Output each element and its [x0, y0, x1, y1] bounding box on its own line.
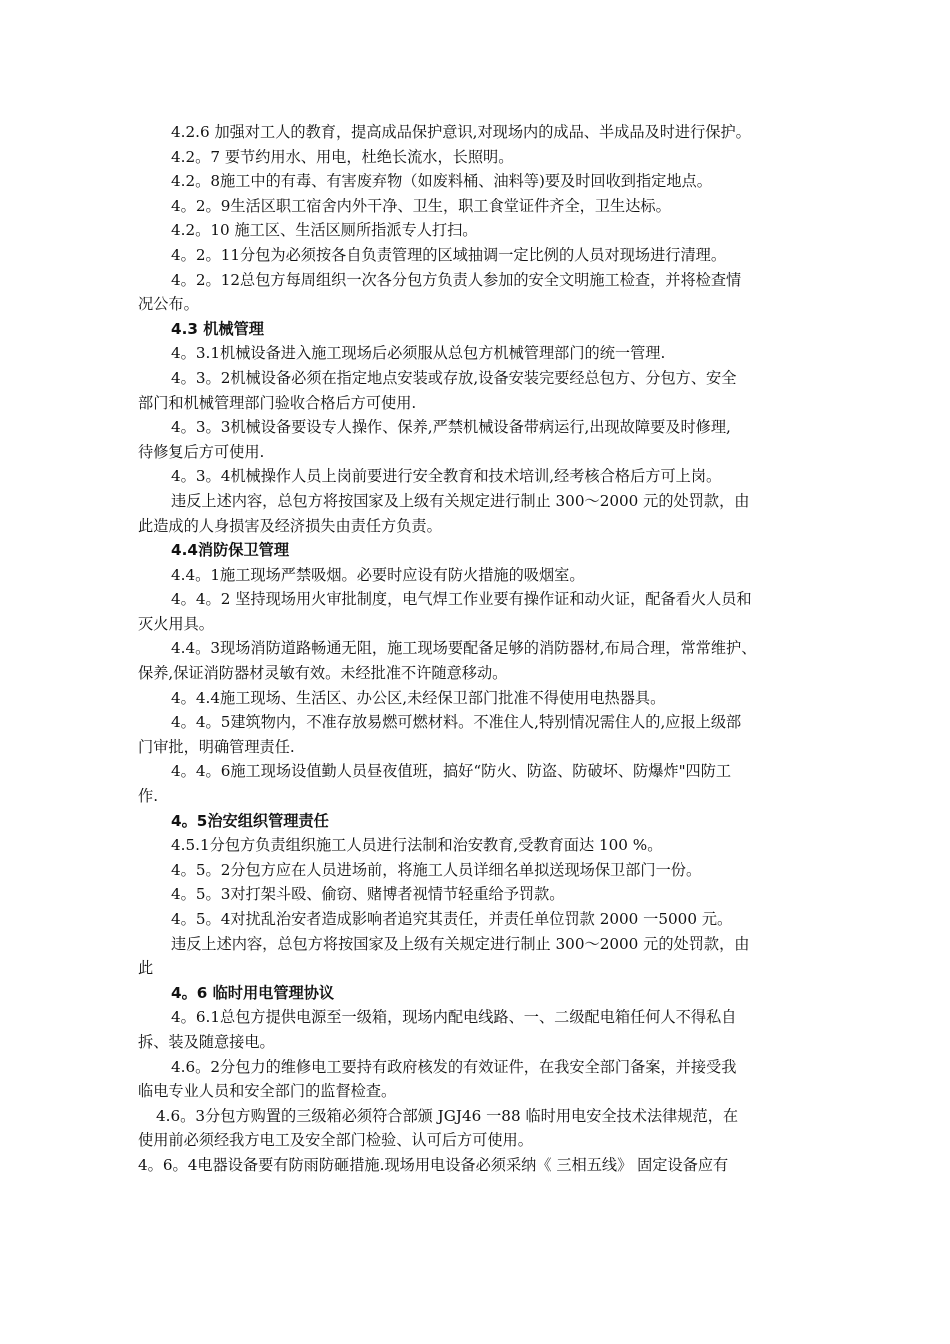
text-line: 4。4。2 坚持现场用火审批制度，电气焊工作业要有操作证和动火证，配备看火人员和 — [171, 590, 752, 609]
text-line: 作. — [138, 787, 159, 806]
text-line: 拆、装及随意接电。 — [138, 1032, 275, 1051]
text-line: 4。6.1总包方提供电源至一级箱，现场内配电线路、一、二级配电箱任何人不得私自 — [171, 1008, 737, 1027]
text-line: 况公布。 — [138, 295, 199, 314]
text-line: 4。4。6施工现场设值勤人员昼夜值班，搞好“防火、防盗、防破坏、防爆炸"四防工 — [171, 762, 732, 781]
text-line: 4.4。1施工现场严禁吸烟。必要时应设有防火措施的吸烟室。 — [171, 565, 585, 584]
text-line: 违反上述内容，总包方将按国家及上级有关规定进行制止 300～2000 元的处罚款，由 — [171, 934, 750, 953]
text-line: 4。3。2机械设备必须在指定地点安装或存放,设备安装完要经总包方、分包方、安全 — [171, 368, 737, 387]
section-heading: 4。6 临时用电管理协议 — [171, 983, 335, 1002]
text-line: 违反上述内容，总包方将按国家及上级有关规定进行制止 300～2000 元的处罚款，由 — [171, 491, 750, 510]
text-line: 4。4.4施工现场、生活区、办公区,未经保卫部门批准不得使用电热器具。 — [171, 688, 666, 707]
document-body — [138, 120, 822, 1178]
text-line: 使用前必须经我方电工及安全部门检验、认可后方可使用。 — [138, 1131, 533, 1150]
text-line: 临电专业人员和安全部门的监督检查。 — [138, 1082, 397, 1101]
section-heading: 4.4消防保卫管理 — [171, 541, 290, 560]
text-line: 4.6。3分包方购置的三级箱必须符合部颁 JGJ46 一88 临时用电安全技术法律规范，在 — [156, 1106, 739, 1125]
text-line: 4。4。5建筑物内，不准存放易燃可燃材料。不准住人,特别情况需住人的,应报上级部 — [171, 713, 742, 732]
text-line: 此造成的人身损害及经济损失由责任方负责。 — [138, 516, 442, 535]
text-line: 部门和机械管理部门验收合格后方可使用. — [138, 393, 417, 412]
text-line: 4。2。12总包方每周组织一次各分包方负责人参加的安全文明施工检查，并将检查情 — [171, 270, 742, 289]
text-line: 4.2。8施工中的有毒、有害废弃物（如废料桶、油料等)要及时回收到指定地点。 — [171, 172, 712, 191]
text-line: 门审批，明确管理责任. — [138, 737, 295, 756]
text-line: 4.4。3现场消防道路畅通无阻，施工现场要配备足够的消防器材,布局合理，常常维护、 — [171, 639, 757, 658]
text-line: 4。6。4电器设备要有防雨防砸措施.现场用电设备必须采纳《 三相五线》 固定设备应有 — [138, 1155, 729, 1174]
text-line: 4.2。7 要节约用水、用电，杜绝长流水，长照明。 — [171, 147, 514, 166]
text-line: 4。2。9生活区职工宿舍内外干净、卫生，职工食堂证件齐全，卫生达标。 — [171, 196, 671, 215]
text-line: 4.2。10 施工区、生活区厕所指派专人打扫。 — [171, 221, 478, 240]
text-line: 4.2.6 加强对工人的教育，提高成品保护意识,对现场内的成品、半成品及时进行保护。 — [171, 123, 751, 141]
text-line: 4。5。3对打架斗殴、偷窃、赌博者视情节轻重给予罚款。 — [171, 885, 565, 904]
text-line: 此 — [138, 959, 154, 978]
text-line: 灭火用具。 — [138, 614, 214, 633]
text-line: 4。3。3机械设备要设专人操作、保养,严禁机械设备带病运行,出现故障要及时修理, — [171, 418, 731, 437]
text-line: 4。3.1机械设备进入施工现场后必须服从总包方机械管理部门的统一管理. — [171, 344, 666, 363]
text-line: 4。5。2分包方应在人员进场前，将施工人员详细名单拟送现场保卫部门一份。 — [171, 860, 702, 879]
text-line: 保养,保证消防器材灵敏有效。未经批准不许随意移动。 — [138, 664, 508, 683]
section-heading: 4。5治安组织管理责任 — [171, 811, 329, 830]
text-line: 4。5。4对扰乱治安者造成影响者追究其责任，并责任单位罚款 2000 一5000 元。 — [171, 910, 733, 928]
text-line: 4。3。4机械操作人员上岗前要进行安全教育和技术培训,经考核合格后方可上岗。 — [171, 467, 722, 486]
text-line: 4.5.1分包方负责组织施工人员进行法制和治安教育,受教育面达 100 %。 — [171, 836, 663, 855]
text-line: 4.6。2分包力的维修电工要持有政府核发的有效证件，在我安全部门备案，并接受我 — [171, 1057, 737, 1076]
text-line: 4。2。11分包为必须按各自负责管理的区域抽调一定比例的人员对现场进行清理。 — [171, 245, 727, 264]
section-heading: 4.3 机械管理 — [171, 319, 264, 338]
text-line: 待修复后方可使用. — [138, 442, 265, 461]
